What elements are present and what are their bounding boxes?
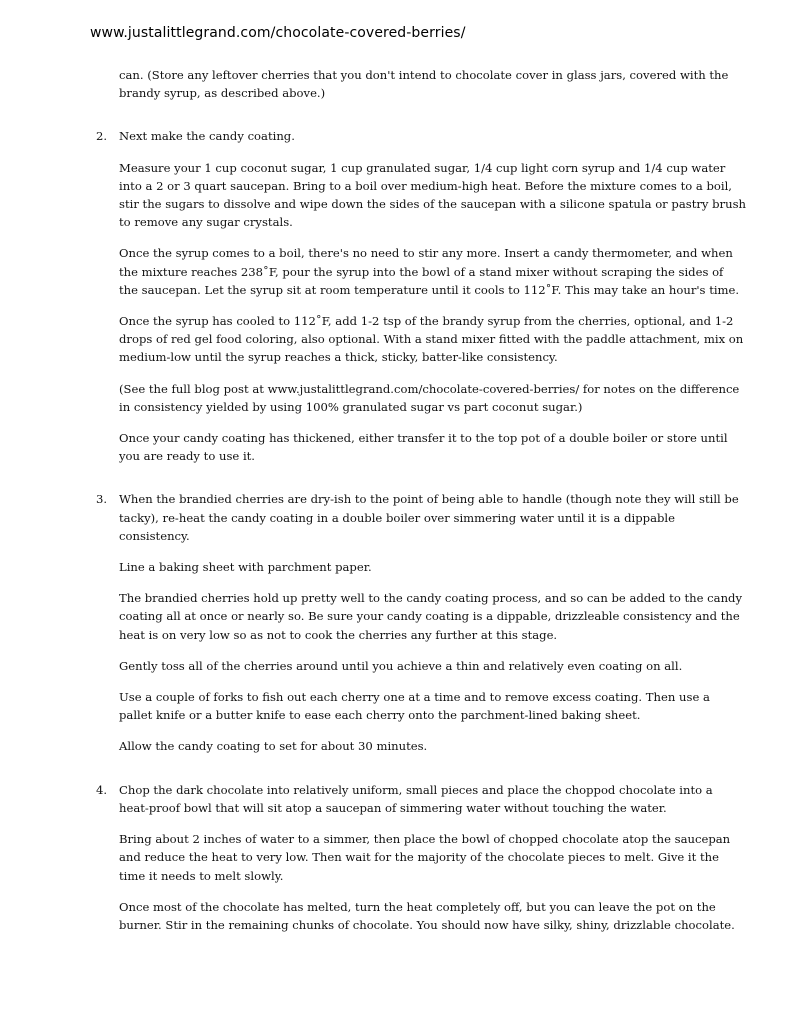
step-paragraph: Once the syrup comes to a boil, there's no need to stir any more. Insert a candy thermometer, and when the mixture reaches 238˚F, pour the syrup into the bowl of a stand mixer without scraping the sides of the saucepan. Let the syrup sit at room temperature until it cools to 112˚F. This may take an hour's time. — [119, 246, 740, 297]
step-paragraph: (See the full blog post at www.justalittlegrand.com/chocolate-covered-berries/ for notes on the difference in consistency yielded by using 100% granulated sugar vs part coconut sugar.) — [119, 381, 740, 414]
step-body — [119, 781, 746, 934]
step-paragraph: When the brandied cherries are dry-ish to the point of being able to handle (though note they will still be tacky), re-heat the candy coating in a double boiler over simmering water until it is a dippable consistency. — [119, 492, 739, 543]
step-paragraph: Next make the candy coating. — [119, 129, 295, 144]
continuation-text: can. (Store any leftover cherries that you don't intend to chocolate cover in glass jars, covered with the brandy syrup, as described above.) — [119, 68, 729, 101]
step-paragraph: Measure your 1 cup coconut sugar, 1 cup granulated sugar, 1/4 cup light corn syrup and 1/4 cup water into a 2 or 3 quart saucepan. Bring to a boil over medium-high heat. Before the mixture comes to a boil, stir the sugars to dissolve and wipe down the sides of the saucepan with a silicone spatula or pastry brush to remove any sugar crystals. — [119, 160, 746, 230]
step-4 — [96, 781, 746, 934]
step-paragraph: Allow the candy coating to set for about 30 minutes. — [119, 739, 428, 754]
step-2 — [96, 127, 746, 465]
recipe-instructions — [96, 66, 746, 934]
step-paragraph: Chop the dark chocolate into relatively uniform, small pieces and place the choppod chocolate into a heat-proof bowl that will sit atop a saucepan of simmering water without touching the water. — [119, 782, 713, 815]
step-paragraph: Line a baking sheet with parchment paper. — [119, 560, 372, 575]
page-url: www.justalittlegrand.com/chocolate-covered-berries/ — [90, 25, 466, 41]
step-paragraph: Use a couple of forks to fish out each cherry one at a time and to remove excess coating. Then use a pallet knife or a butter knife to ease each cherry onto the parchment-lined baking sheet. — [119, 690, 710, 723]
step-paragraph: Once your candy coating has thickened, either transfer it to the top pot of a double boiler or store until you are ready to use it. — [119, 431, 728, 464]
step-body — [119, 490, 746, 755]
step-paragraph: Once most of the chocolate has melted, turn the heat completely off, but you can leave the pot on the burner. Stir in the remaining chunks of chocolate. You should now have silky, shiny, drizzlable chocolate. — [119, 899, 735, 932]
step-number: 2. — [96, 129, 108, 144]
step-3 — [96, 490, 746, 755]
step-paragraph: The brandied cherries hold up pretty well to the candy coating process, and so can be added to the candy coating all at once or nearly so. Be sure your candy coating is a dippable, drizzleable consistency and the heat is on very low so as not to cook the cherries any further at this stage. — [119, 591, 743, 642]
step-paragraph: Gently toss all of the cherries around until you achieve a thin and relatively even coating on all. — [119, 658, 683, 673]
step-paragraph: Bring about 2 inches of water to a simmer, then place the bowl of chopped chocolate atop the saucepan and reduce the heat to very low. Then wait for the majority of the chocolate pieces to melt. Give it the time it needs to melt slowly. — [119, 832, 731, 883]
step-paragraph: Once the syrup has cooled to 112˚F, add 1-2 tsp of the brandy syrup from the cherries, optional, and 1-2 drops of red gel food coloring, also optional. With a stand mixer fitted with the paddle attachment, mix on medium-low until the syrup reaches a thick, sticky, batter-like consistency. — [119, 314, 744, 365]
step-body — [119, 127, 746, 465]
step-number: 4. — [96, 782, 108, 797]
step-number: 3. — [96, 492, 108, 507]
